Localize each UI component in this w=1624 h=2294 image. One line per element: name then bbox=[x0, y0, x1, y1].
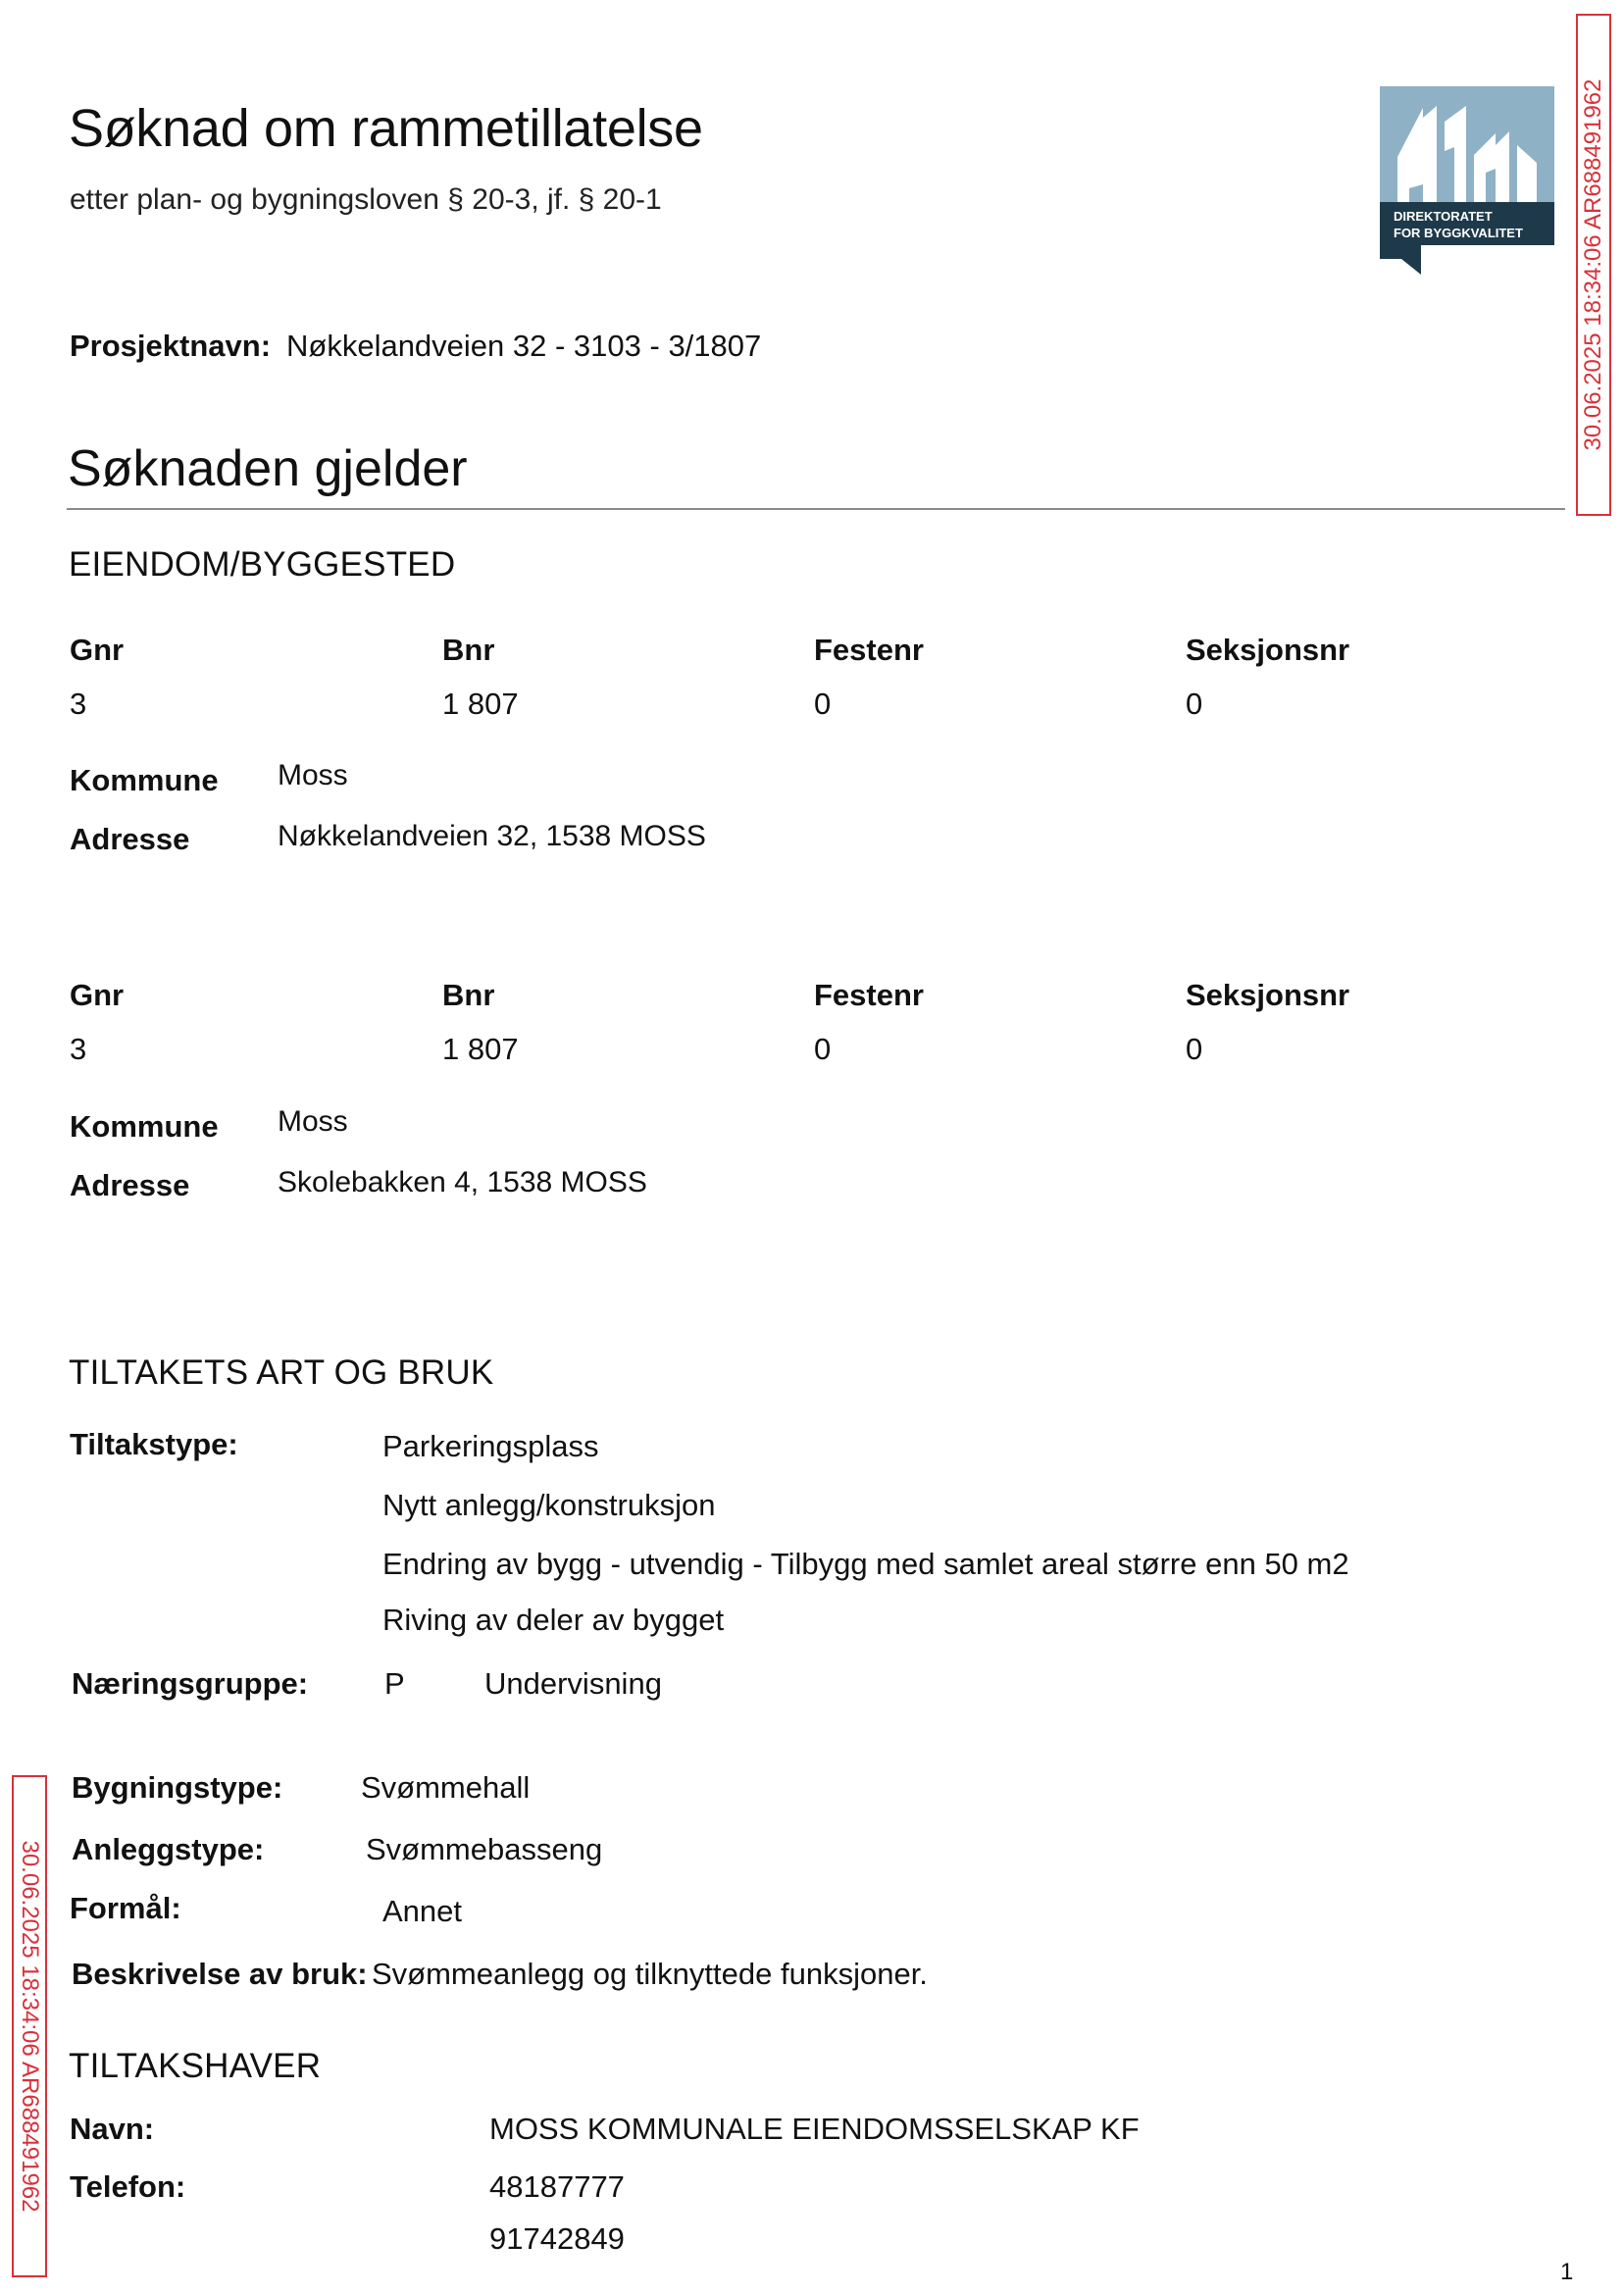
adresse-label: Adresse bbox=[70, 1168, 190, 1202]
tiltakstype-label: Tiltakstype: bbox=[70, 1427, 238, 1461]
col-header-seksjonsnr: Seksjonsnr bbox=[1186, 633, 1350, 667]
page-title: Søknad om rammetillatelse bbox=[69, 99, 703, 158]
formal-label: Formål: bbox=[70, 1891, 181, 1925]
tiltakstype-item: Endring av bygg - utvendig - Tilbygg med samlet areal større enn 50 m2 bbox=[382, 1547, 1349, 1581]
eiendom-heading: EIENDOM/BYGGESTED bbox=[69, 545, 456, 584]
naeringsgruppe-value: Undervisning bbox=[484, 1666, 662, 1701]
col-header-seksjonsnr: Seksjonsnr bbox=[1186, 978, 1350, 1012]
adresse-value: Nøkkelandveien 32, 1538 MOSS bbox=[278, 820, 706, 852]
navn-value: MOSS KOMMUNALE EIENDOMSSELSKAP KF bbox=[489, 2112, 1140, 2146]
telefon-label: Telefon: bbox=[70, 2169, 186, 2204]
seksjonsnr-value: 0 bbox=[1186, 687, 1203, 721]
page-number: 1 bbox=[1560, 2259, 1574, 2285]
anleggstype-label: Anleggstype: bbox=[72, 1832, 265, 1866]
seksjonsnr-value: 0 bbox=[1186, 1032, 1203, 1066]
beskrivelse-value: Svømmeanlegg og tilknyttede funksjoner. bbox=[372, 1957, 928, 1991]
kommune-label: Kommune bbox=[70, 763, 219, 797]
col-header-festenr: Festenr bbox=[814, 633, 924, 667]
tiltak-heading: TILTAKETS ART OG BRUK bbox=[69, 1353, 494, 1392]
telefon-value: 91742849 bbox=[489, 2221, 625, 2256]
project-name-label: Prosjektnavn: bbox=[70, 329, 272, 363]
adresse-label: Adresse bbox=[70, 822, 190, 856]
tiltakshaver-heading: TILTAKSHAVER bbox=[69, 2047, 322, 2085]
col-header-gnr: Gnr bbox=[70, 633, 125, 667]
navn-label: Navn: bbox=[70, 2112, 155, 2146]
festenr-value: 0 bbox=[814, 687, 832, 721]
page-subtitle: etter plan- og bygningsloven § 20-3, jf. § 20-1 bbox=[70, 183, 662, 216]
col-header-gnr: Gnr bbox=[70, 978, 125, 1012]
timestamp-stamp-top: 30.06.2025 18:34:06 AR688491962 bbox=[1576, 14, 1611, 516]
bnr-value: 1 807 bbox=[442, 687, 519, 721]
section-title: Søknaden gjelder bbox=[68, 440, 468, 497]
col-header-bnr: Bnr bbox=[442, 633, 495, 667]
beskrivelse-label: Beskrivelse av bruk: bbox=[72, 1957, 368, 1991]
dibk-logo-icon bbox=[1380, 86, 1554, 275]
formal-value: Annet bbox=[382, 1894, 463, 1928]
kommune-label: Kommune bbox=[70, 1109, 219, 1144]
tiltakstype-item: Riving av deler av bygget bbox=[382, 1603, 725, 1637]
naeringsgruppe-code: P bbox=[384, 1666, 405, 1701]
tiltakstype-item: Nytt anlegg/konstruksjon bbox=[382, 1488, 716, 1522]
festenr-value: 0 bbox=[814, 1032, 832, 1066]
bygningstype-value: Svømmehall bbox=[361, 1770, 531, 1805]
dibk-logo bbox=[1380, 86, 1554, 275]
bygningstype-label: Bygningstype: bbox=[72, 1770, 283, 1805]
kommune-value: Moss bbox=[278, 1105, 348, 1138]
bnr-value: 1 807 bbox=[442, 1032, 519, 1066]
tiltakstype-item: Parkeringsplass bbox=[382, 1429, 599, 1463]
naeringsgruppe-label: Næringsgruppe: bbox=[72, 1666, 309, 1701]
anleggstype-value: Svømmebasseng bbox=[366, 1832, 603, 1866]
col-header-bnr: Bnr bbox=[442, 978, 495, 1012]
gnr-value: 3 bbox=[70, 1032, 87, 1066]
kommune-value: Moss bbox=[278, 759, 348, 791]
adresse-value: Skolebakken 4, 1538 MOSS bbox=[278, 1166, 647, 1198]
telefon-value: 48187777 bbox=[489, 2169, 625, 2204]
svg-text:DIREKTORATET: DIREKTORATET bbox=[1394, 209, 1493, 224]
gnr-value: 3 bbox=[70, 687, 87, 721]
svg-text:FOR BYGGKVALITET: FOR BYGGKVALITET bbox=[1394, 226, 1523, 240]
col-header-festenr: Festenr bbox=[814, 978, 924, 1012]
timestamp-stamp-bottom: 30.06.2025 18:34:06 AR688491962 bbox=[12, 1775, 47, 2277]
project-name-value: Nøkkelandveien 32 - 3103 - 3/1807 bbox=[286, 329, 762, 363]
section-divider bbox=[67, 508, 1565, 510]
